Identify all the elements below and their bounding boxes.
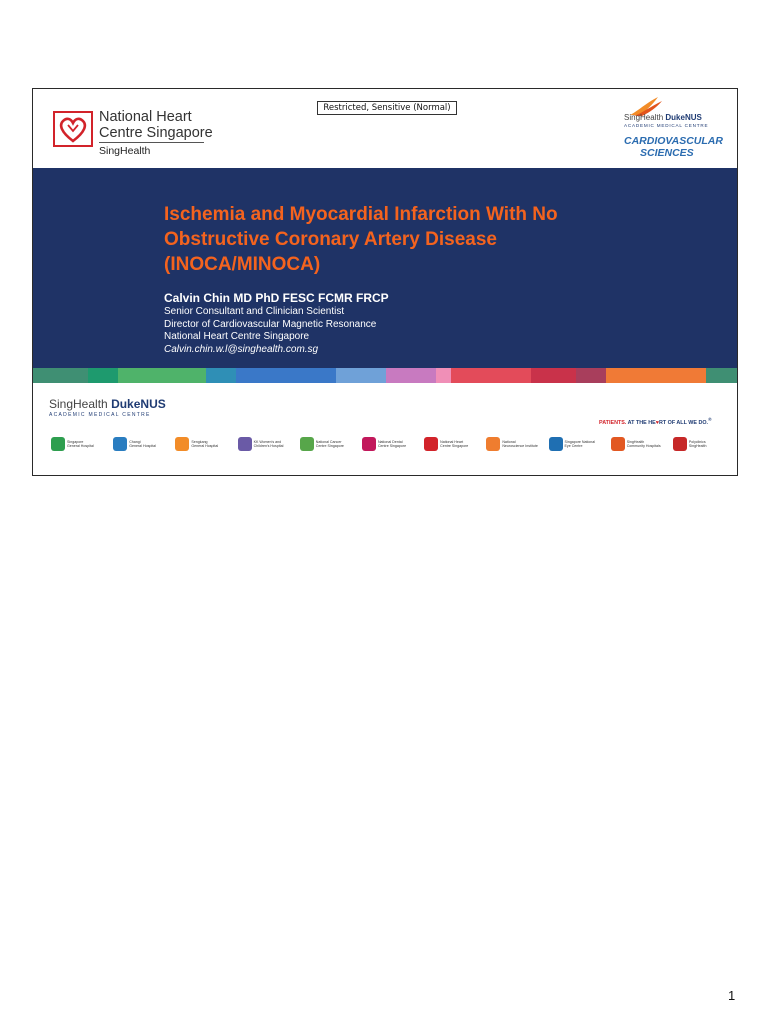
institution-name-line1: National Cancer (315, 439, 342, 444)
institution-name-line2: Neuroscience Institute (502, 444, 538, 448)
tagline-patients: PATIENTS. (599, 419, 627, 426)
nhcs-name-line2: Centre Singapore (99, 125, 213, 141)
institution-logo (362, 437, 420, 451)
institution-name (316, 440, 344, 449)
institution-name-line1: Polyclinics (688, 439, 706, 444)
institution-logo (549, 437, 607, 451)
institution-logo (300, 437, 358, 451)
institution-name-line2: General Hospital (67, 444, 94, 448)
institution-icon (362, 437, 376, 451)
institution-icon (673, 437, 687, 451)
institution-name (627, 440, 661, 449)
tagline-part2: AT THE HE (627, 419, 656, 426)
institution-logo (113, 437, 171, 451)
institution-name (565, 440, 596, 449)
title-band (33, 168, 737, 368)
stripe-segment (386, 368, 436, 383)
footer-brand-subtitle: ACADEMIC MEDICAL CENTRE (49, 412, 151, 418)
institution-logo (424, 437, 482, 451)
tagline-part3: RT OF ALL WE DO. (658, 419, 709, 426)
institution-name-line1: Singapore National (564, 439, 596, 444)
footer-brand-singhealth: SingHealth (49, 397, 108, 411)
institution-name-line1: National (502, 439, 516, 444)
institution-icon (549, 437, 563, 451)
cvs-title-line2: SCIENCES (640, 147, 694, 159)
institution-name-line2: Centre Singapore (377, 444, 407, 448)
institution-name-line1: KK Women's and (253, 439, 282, 444)
slide-footer (33, 383, 737, 475)
title-line2: Obstructive Coronary Artery Disease (164, 229, 497, 250)
institution-name-line1: Changi (129, 439, 141, 444)
institution-name-line1: National Dental (377, 439, 403, 444)
title-line1: Ischemia and Myocardial Infarction With No (164, 204, 558, 225)
institution-logo (673, 437, 731, 451)
institution-name (502, 440, 538, 449)
presenter-block (164, 291, 564, 356)
institution-icon (424, 437, 438, 451)
institution-name-line2: Children's Hospital (253, 444, 284, 448)
stripe-segment (436, 368, 451, 383)
presenter-name: Calvin Chin MD PhD FESC FCMR FRCP (164, 291, 389, 305)
nhcs-logo (53, 109, 223, 157)
cvs-subtitle: ACADEMIC MEDICAL CENTRE (624, 123, 709, 128)
cvs-title-line1: CARDIOVASCULAR (624, 135, 723, 147)
institution-logo (486, 437, 544, 451)
slide-header (33, 89, 737, 168)
institution-icon (113, 437, 127, 451)
presenter-role1: Senior Consultant and Clinician Scientist (164, 306, 345, 317)
page-number: 1 (728, 988, 736, 1003)
cardiovascular-sciences-logo (618, 95, 728, 163)
institution-logo (51, 437, 109, 451)
title-slide (32, 88, 738, 476)
institution-name (129, 440, 156, 449)
institution-icon (300, 437, 314, 451)
brand-dukenus: DukeNUS (665, 113, 702, 122)
footer-brand-dukenus: DukeNUS (111, 397, 166, 411)
stripe-segment (236, 368, 336, 383)
nhcs-parent: SingHealth (99, 145, 151, 157)
institution-logo (611, 437, 669, 451)
stripe-segment (706, 368, 737, 383)
stripe-segment (336, 368, 386, 383)
stripe-segment (451, 368, 531, 383)
institution-name-line2: Community Hospitals (626, 444, 661, 448)
institution-name-line1: National Heart (440, 439, 464, 444)
institution-name-line2: SingHealth (688, 444, 707, 448)
stripe-segment (576, 368, 606, 383)
heart-logo-icon (53, 111, 93, 147)
presenter-role2: Director of Cardiovascular Magnetic Resonance (164, 318, 377, 330)
tagline (599, 417, 711, 426)
nhcs-divider (99, 142, 204, 143)
color-stripe (33, 368, 737, 383)
institution-logos (51, 437, 731, 451)
institution-logo (175, 437, 233, 451)
classification-label: Restricted, Sensitive (Normal) (317, 101, 457, 115)
institution-icon (486, 437, 500, 451)
institution-name-line2: Eye Centre (564, 444, 583, 448)
institution-name-line2: Centre Singapore (315, 444, 344, 448)
registered-mark: ® (708, 417, 712, 422)
stripe-segment (206, 368, 236, 383)
institution-name-line1: SingHealth (626, 439, 645, 444)
institution-icon (51, 437, 65, 451)
institution-icon (175, 437, 189, 451)
institution-name-line1: Sengkang (191, 439, 208, 444)
institution-icon (238, 437, 252, 451)
stripe-segment (33, 368, 88, 383)
institution-icon (611, 437, 625, 451)
brand-singhealth: SingHealth (624, 113, 664, 122)
institution-logo (238, 437, 296, 451)
slide-title (164, 202, 704, 277)
institution-name (254, 440, 284, 449)
institution-name-line2: Centre Singapore (440, 444, 469, 448)
presenter-org: National Heart Centre Singapore (164, 331, 310, 342)
institution-name (67, 440, 94, 449)
heart-icon: ♥ (655, 419, 659, 426)
presenter-email: Calvin.chin.w.l@singhealth.com.sg (164, 343, 319, 355)
institution-name-line2: General Hospital (191, 444, 219, 448)
institution-name (689, 440, 707, 449)
title-line3: (INOCA/MINOCA) (164, 254, 321, 275)
institution-name-line2: General Hospital (129, 444, 156, 448)
stripe-segment (118, 368, 206, 383)
institution-name (440, 440, 468, 449)
stripe-segment (606, 368, 706, 383)
stripe-segment (88, 368, 118, 383)
institution-name (191, 440, 218, 449)
nhcs-name-line1: National Heart (99, 109, 192, 125)
singhealth-dukenus-logo (49, 397, 169, 427)
cvs-brand (624, 113, 702, 122)
institution-name (378, 440, 406, 449)
institution-name-line1: Singapore (67, 439, 84, 444)
stripe-segment (531, 368, 576, 383)
